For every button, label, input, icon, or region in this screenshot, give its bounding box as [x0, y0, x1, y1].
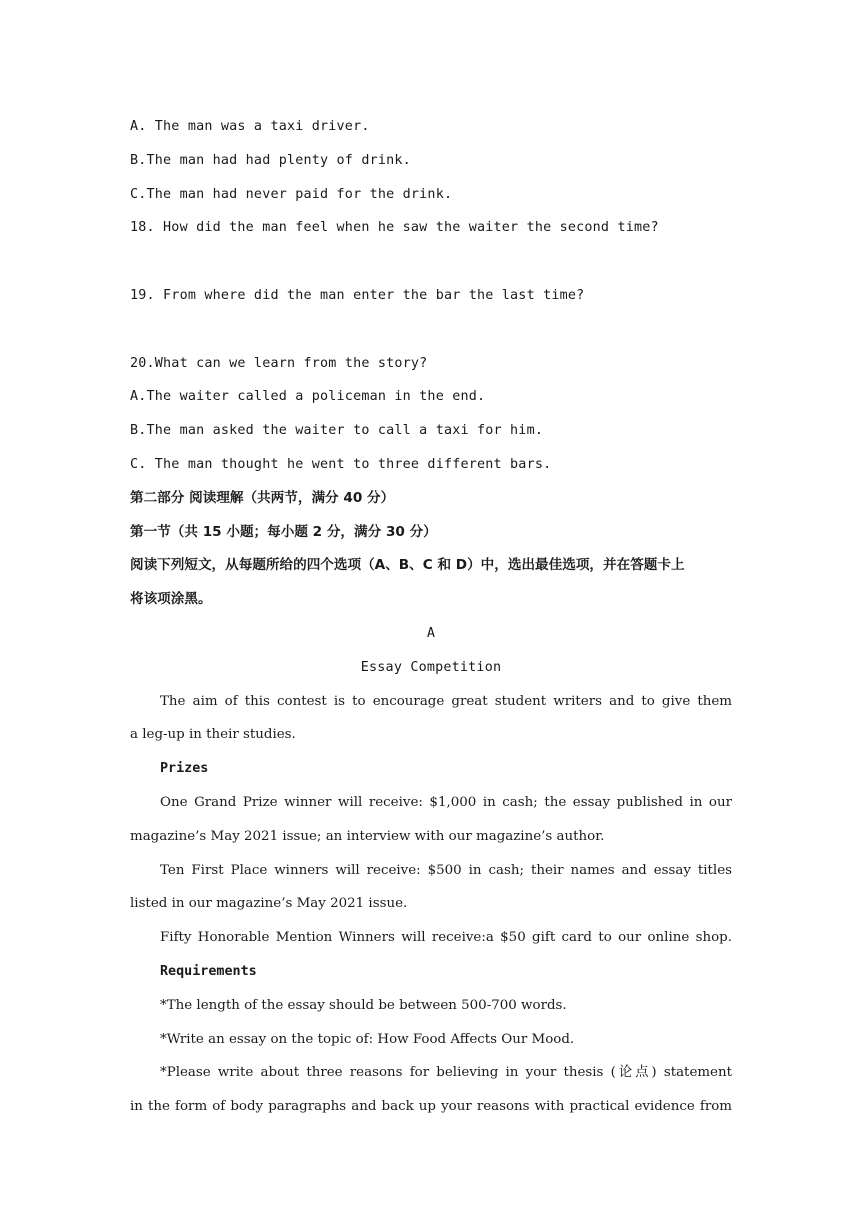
- grand-prize-line-2: magazine’s May 2021 issue; an interview with our magazine’s author.: [130, 828, 605, 844]
- q20-option-b: B.The man asked the waiter to call a taxi for him.: [130, 423, 544, 439]
- exam-page: [130, 110, 732, 1124]
- q19-options: [130, 313, 732, 347]
- part2-title: 第二部分 阅读理解（共两节，满分 40 分）: [130, 489, 395, 506]
- q19-question: 19. From where did the man enter the bar the last time?: [130, 287, 585, 303]
- instruction-line-2: 将该项涂黑。: [130, 591, 212, 608]
- first-place-line-1: Ten First Place winners will receive: $500 in cash; their names and essay titles: [160, 862, 732, 878]
- instruction-line-1: 阅读下列短文，从每题所给的四个选项（A、B、C 和 D）中，选出最佳选项，并在答题卡上: [130, 557, 685, 574]
- q18-options: [130, 245, 732, 279]
- passage-letter: A: [426, 625, 436, 641]
- first-place-line-2: listed in our magazine’s May 2021 issue.: [130, 896, 408, 912]
- q20-option-a: A.The waiter called a policeman in the end.: [130, 389, 486, 405]
- section1-title: 第一节（共 15 小题；每小题 2 分，满分 30 分）: [130, 523, 437, 540]
- q17-option-b: B.The man had had plenty of drink.: [130, 152, 411, 168]
- grand-prize-line-1: One Grand Prize winner will receive: $1,000 in cash; the essay published in our: [160, 794, 732, 810]
- intro-line-1: The aim of this contest is to encourage great student writers and to give them: [160, 693, 732, 709]
- q17-option-a: A. The man was a taxi driver.: [130, 119, 370, 134]
- requirement-3-line-1: *Please write about three reasons for believing in your thesis (论点) statement: [160, 1065, 732, 1081]
- requirement-3-line-2: in the form of body paragraphs and back up your reasons with practical evidence from: [130, 1099, 732, 1115]
- q17-option-c: C.The man had never paid for the drink.: [130, 186, 453, 202]
- q20-question: 20.What can we learn from the story?: [130, 355, 428, 371]
- requirements-heading: Requirements: [160, 963, 257, 979]
- intro-line-2: a leg-up in their studies.: [130, 727, 296, 743]
- honorable-mention: Fifty Honorable Mention Winners will receive:a $50 gift card to our online shop.: [160, 930, 732, 946]
- q20-option-c: C. The man thought he went to three different bars.: [130, 456, 552, 472]
- q18-question: 18. How did the man feel when he saw the waiter the second time?: [130, 220, 659, 236]
- requirement-1: *The length of the essay should be between 500-700 words.: [160, 997, 567, 1013]
- passage-title: Essay Competition: [360, 659, 502, 675]
- prizes-heading: Prizes: [160, 761, 209, 777]
- requirement-2: *Write an essay on the topic of: How Food Affects Our Mood.: [160, 1031, 575, 1047]
